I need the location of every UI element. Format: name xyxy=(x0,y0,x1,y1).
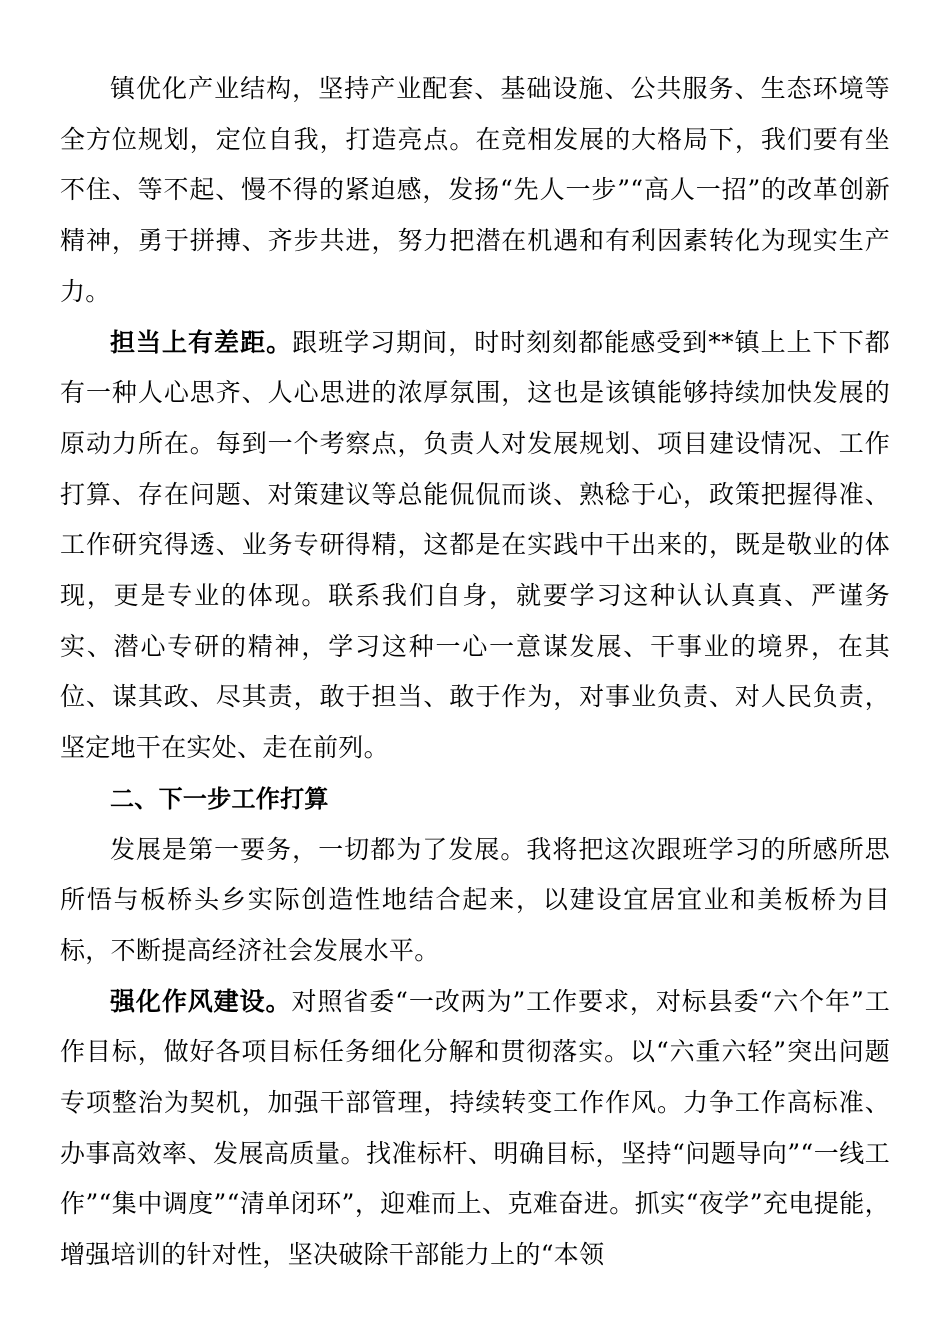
paragraph-industry-structure xyxy=(60,64,890,318)
paragraph-text: 跟班学习期间，时时刻刻都能感受到**镇上上下下都有一种人心思齐、人心思进的浓厚氛围，这也是该镇能够持续加快发展的原动力所在。每到一个考察点，负责人对发展规划、项目建设情况、工作打算、存在问题、对策建议等总能侃侃而谈、熟稔于心，政策把握得准、工作研究得透、业务专研得精，这都是在实践中干出来的，既是敬业的体现，更是专业的体现。联系我们自身，就要学习这种认认真真、严谨务实、潜心专研的精神，学习这种一心一意谋发展、干事业的境界，在其位、谋其政、尽其责，敢于担当、敢于作为，对事业负责、对人民负责，坚定地干在实处、走在前列。 xyxy=(60,327,891,763)
paragraph-lead: 担当上有差距。 xyxy=(110,327,293,357)
paragraph-work-style xyxy=(60,977,890,1281)
paragraph-development-intro xyxy=(60,825,890,977)
paragraph-lead: 强化作风建设。 xyxy=(110,986,292,1016)
document-body xyxy=(60,64,890,1281)
section-heading: 二、下一步工作打算 xyxy=(110,784,329,813)
paragraph-responsibility-gap xyxy=(60,318,890,774)
paragraph-text: 镇优化产业结构，坚持产业配套、基础设施、公共服务、生态环境等全方位规划，定位自我，打造亮点。在竞相发展的大格局下，我们要有坐不住、等不起、慢不得的紧迫感，发扬“先人一步”“高人一招”的改革创新精神，勇于拼搏、齐步共进，努力把潜在机遇和有利因素转化为现实生产力。 xyxy=(60,74,890,306)
paragraph-text: 发展是第一要务，一切都为了发展。我将把这次跟班学习的所感所思所悟与板桥头乡实际创造性地结合起来，以建设宜居宜业和美板桥为目标，不断提高经济社会发展水平。 xyxy=(60,834,890,965)
paragraph-text: 对照省委“一改两为”工作要求，对标县委“六个年”工作目标，做好各项目标任务细化分解和贯彻落实。以“六重六轻”突出问题专项整治为契机，加强干部管理，持续转变工作作风。力争工作高标准、办事高效率、发展高质量。找准标杆、明确目标，坚持“问题导向”“一线工作”“集中调度”“清单闭环”，迎难而上、克难奋进。抓实“夜学”充电提能，增强培训的针对性，坚决破除干部能力上的“本领 xyxy=(60,986,890,1270)
